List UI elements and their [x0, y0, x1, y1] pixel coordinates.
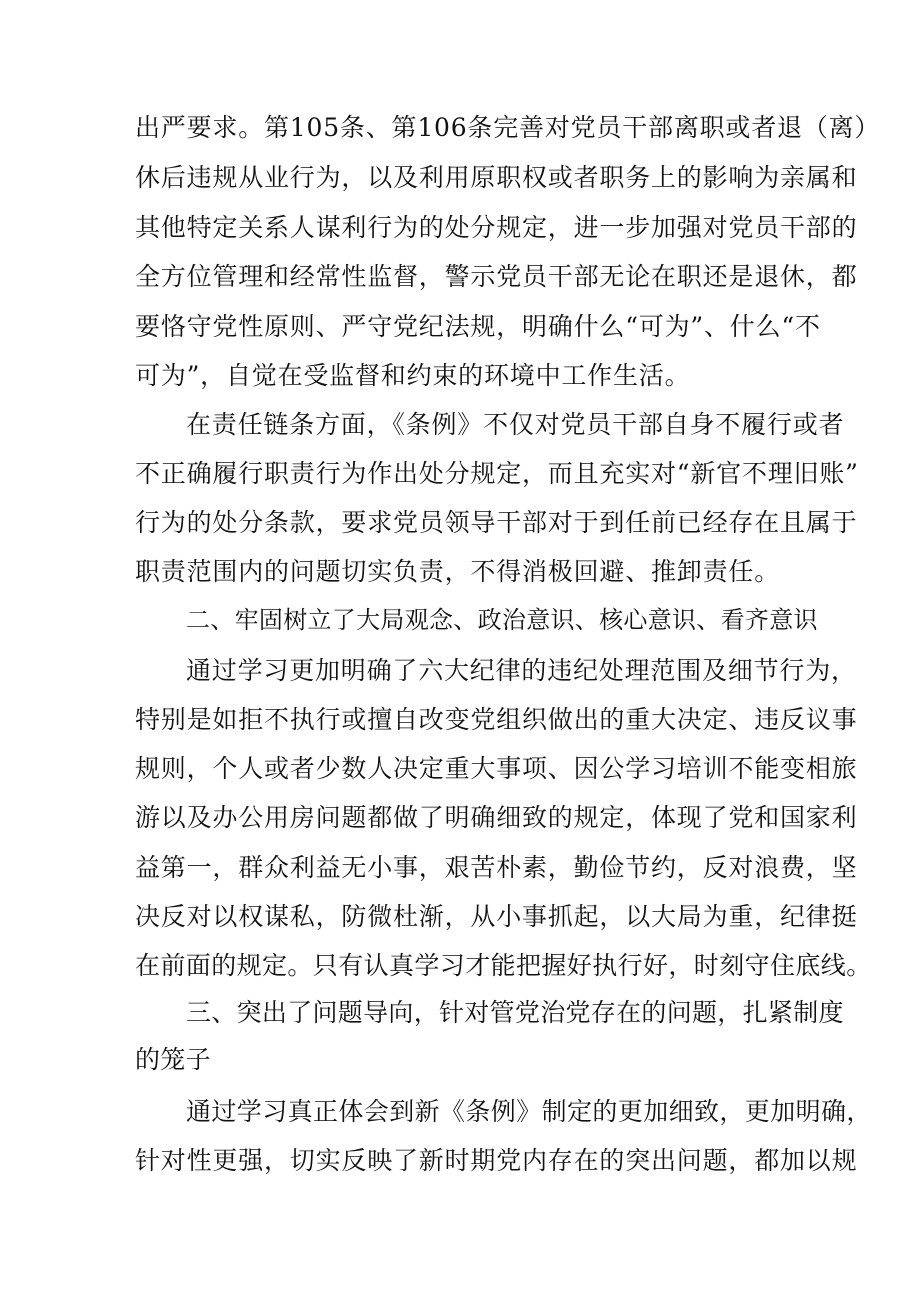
heading-line: 三、突出了问题导向，针对管党治党存在的问题，扎紧制度: [186, 998, 844, 1027]
text-line: 其他特定关系人谋利行为的处分规定，进一步加强对党员干部的: [135, 213, 858, 242]
text-line: 不正确履行职责行为作出处分规定，而且充实对“新官不理旧账”: [135, 459, 859, 488]
text-line: 职责范围内的问题切实负责，不得消极回避、推卸责任。: [135, 557, 781, 586]
text-line: 通过学习更加明确了六大纪律的违纪处理范围及细节行为，: [186, 656, 857, 685]
text-line: 可为”，自觉在受监督和约束的环境中工作生活。: [135, 361, 691, 390]
heading-line: 的笼子: [135, 1045, 211, 1074]
text-line: 休后违规从业行为，以及利用原职权或者职务上的影响为亲属和: [135, 163, 858, 192]
text-line: 出严要求。第105条、第106条完善对党员干部离职或者退（离）: [135, 113, 881, 142]
text-line: 通过学习真正体会到新《条例》制定的更加细致，更加明确，: [186, 1097, 872, 1126]
text-line: 游以及办公用房问题都做了明确细致的规定，体现了党和国家利: [135, 803, 858, 832]
text-line: 行为的处分条款，要求党员领导干部对于到任前已经存在且属于: [135, 508, 858, 537]
text-line: 规则，个人或者少数人决定重大事项、因公学习培训不能变相旅: [135, 754, 858, 783]
text-line: 决反对以权谋私，防微杜渐，从小事抓起，以大局为重，纪律挺: [135, 902, 858, 931]
text-line: 在前面的规定。只有认真学习才能把握好执行好，时刻守住底线。: [135, 951, 872, 980]
text-line: 益第一，群众利益无小事，艰苦朴素，勤俭节约，反对浪费，坚: [135, 853, 858, 882]
section-heading-2: 二、牢固树立了大局观念、政治意识、核心意识、看齐意识: [186, 606, 818, 634]
text-line: 要恪守党性原则、严守党纪法规，明确什么“可为”、什么“不: [135, 312, 821, 341]
text-line: 在责任链条方面，《条例》不仅对党员干部自身不履行或者: [186, 410, 845, 439]
text-line: 特别是如拒不执行或擅自改变党组织做出的重大决定、违反议事: [135, 705, 858, 734]
text-line: 全方位管理和经常性监督，警示党员干部无论在职还是退休，都: [135, 262, 858, 291]
text-line: 针对性更强，切实反映了新时期党内存在的突出问题，都加以规: [135, 1146, 858, 1175]
